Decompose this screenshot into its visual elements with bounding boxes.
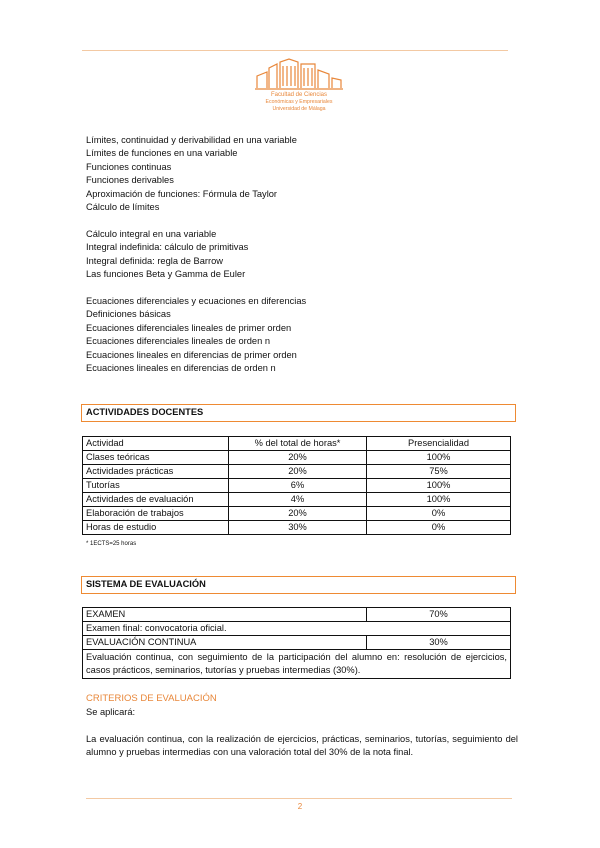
- topic-item: Las funciones Beta y Gamma de Euler: [86, 269, 246, 280]
- evaluacion-table: [82, 607, 511, 679]
- examen-value: 70%: [367, 608, 511, 622]
- table-header-row: [83, 437, 511, 451]
- table-cell: 30%: [229, 521, 367, 535]
- topic-heading: Ecuaciones diferenciales y ecuaciones en diferencias: [86, 296, 307, 306]
- table-cell: 100%: [367, 479, 511, 493]
- table-row: [83, 622, 511, 636]
- se-aplicara-text: Se aplicará:: [86, 707, 136, 717]
- table-row: [83, 479, 511, 493]
- topic-block-3: [86, 295, 526, 375]
- table-cell: Actividades prácticas: [83, 465, 229, 479]
- table-cell: 20%: [229, 507, 367, 521]
- table-cell: 20%: [229, 465, 367, 479]
- table-cell: 0%: [367, 507, 511, 521]
- continua-value: 30%: [367, 636, 511, 650]
- table-cell: 6%: [229, 479, 367, 493]
- table-row: [83, 636, 511, 650]
- table-row: [83, 493, 511, 507]
- topic-item: Funciones derivables: [86, 175, 174, 186]
- table-header-cell: Presencialidad: [367, 437, 511, 451]
- table-row: [83, 608, 511, 622]
- table-cell: Tutorías: [83, 479, 229, 493]
- table-header-cell: Actividad: [83, 437, 229, 451]
- examen-final: Examen final: convocatoria oficial.: [83, 622, 511, 636]
- topic-block-2: [86, 228, 526, 282]
- table-row: [83, 465, 511, 479]
- table-cell: 75%: [367, 465, 511, 479]
- table-row: [83, 521, 511, 535]
- topic-item: Definiciones básicas: [86, 309, 171, 320]
- evaluacion-section-title: SISTEMA DE EVALUACIÓN: [81, 576, 516, 594]
- page-number: 2: [297, 802, 303, 811]
- topic-item: Límites de funciones en una variable: [86, 148, 238, 159]
- table-cell: Actividades de evaluación: [83, 493, 229, 507]
- table-cell: 4%: [229, 493, 367, 507]
- table-cell: 20%: [229, 451, 367, 465]
- actividades-section-title: ACTIVIDADES DOCENTES: [81, 404, 516, 422]
- table-row: [83, 507, 511, 521]
- footer-rule: [86, 798, 512, 799]
- table-cell: Horas de estudio: [83, 521, 229, 535]
- topic-item: Ecuaciones diferenciales lineales de primer orden: [86, 322, 292, 333]
- ects-footnote: * 1ECTS=25 horas: [86, 541, 137, 547]
- examen-label: EXAMEN: [83, 608, 367, 622]
- logo-line-2: Económicas y Empresariales: [265, 99, 333, 105]
- building-logo-icon: [253, 58, 345, 92]
- topic-heading: Cálculo integral en una variable: [86, 229, 217, 239]
- criterios-paragraph: La evaluación continua, con la realización de ejercicios, prácticas, seminarios, tutorías, seguimiento del alumno y pruebas intermedias con una valoración total del 30% de la nota final.: [86, 734, 518, 758]
- table-cell: Clases teóricas: [83, 451, 229, 465]
- table-row: [83, 451, 511, 465]
- topic-item: Integral indefinida: cálculo de primitivas: [86, 242, 249, 253]
- logo-line-1: Facultad de Ciencias: [270, 92, 328, 98]
- table-header-cell: % del total de horas*: [229, 437, 367, 451]
- criterios-heading: CRITERIOS DE EVALUACIÓN: [86, 693, 217, 704]
- table-cell: 0%: [367, 521, 511, 535]
- table-cell: 100%: [367, 451, 511, 465]
- topic-block-1: [86, 134, 526, 214]
- topic-item: Ecuaciones lineales en diferencias de orden n: [86, 362, 276, 373]
- faculty-logo: [253, 58, 345, 116]
- continua-label: EVALUACIÓN CONTINUA: [83, 636, 367, 650]
- logo-line-3: Universidad de Málaga: [272, 106, 326, 112]
- table-row: [83, 650, 511, 679]
- topic-item: Funciones continuas: [86, 161, 172, 172]
- table-cell: 100%: [367, 493, 511, 507]
- topic-item: Ecuaciones lineales en diferencias de primer orden: [86, 349, 297, 360]
- topic-heading: Límites, continuidad y derivabilidad en una variable: [86, 135, 297, 145]
- topic-item: Integral definida: regla de Barrow: [86, 255, 223, 266]
- topic-item: Aproximación de funciones: Fórmula de Taylor: [86, 188, 278, 199]
- topic-item: Cálculo de límites: [86, 201, 160, 212]
- table-cell: Elaboración de trabajos: [83, 507, 229, 521]
- actividades-table: [82, 436, 511, 535]
- continua-description: Evaluación continua, con seguimiento de la participación del alumno en: resolución de ejercicios, casos prácticos, seminarios, tutorías y pruebas intermedias (30%).: [83, 650, 511, 679]
- header-rule: [82, 50, 508, 51]
- topic-item: Ecuaciones diferenciales lineales de orden n: [86, 336, 270, 347]
